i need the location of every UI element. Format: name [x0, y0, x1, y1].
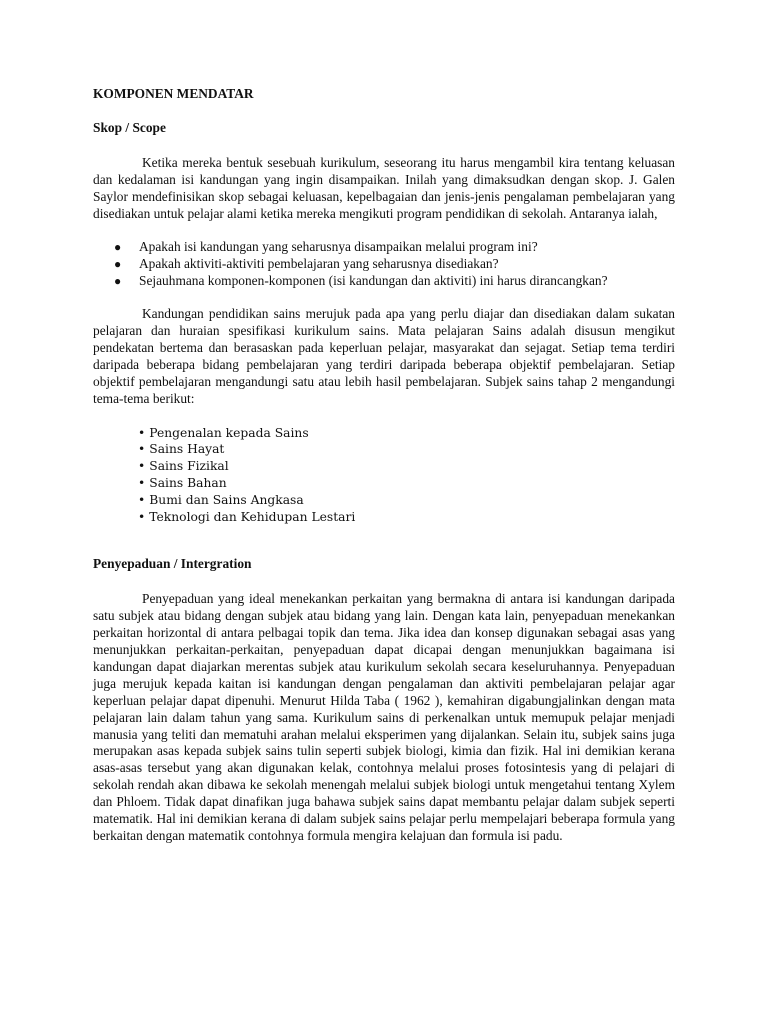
- list-item-text: Apakah aktiviti-aktiviti pembelajaran yang seharusnya disediakan?: [139, 256, 499, 272]
- scope-paragraph-2: Kandungan pendidikan sains merujuk pada apa yang perlu diajar dan disediakan dalam sukatan pelajaran dan huraian spesifikasi kurikulum sains. Mata pelajaran Sains adalah disusun mengikut pendekatan bertema dan berasaskan pada keperluan pelajar, masyarakat dan sejagat. Setiap tema terdiri daripada beberapa bidang pembelajaran yang terdiri daripada beberapa objektif pembelajaran. Setiap objektif pembelajaran mengandungi satu atau lebih hasil pembelajaran. Subjek sains tahap 2 mengandungi tema-tema berikut:: [93, 306, 675, 406]
- list-item: [138, 509, 675, 526]
- list-item: [93, 273, 675, 290]
- integration-paragraph: Penyepaduan yang ideal menekankan perkaitan yang bermakna di antara isi kandungan daripada satu subjek atau bidang dengan subjek atau bidang yang lain. Dengan kata lain, penyepaduan menekankan perkaitan horizontal di antara pelbagai topik dan tema. Jika idea dan konsep digunakan sebagai asas yang menunjukkan perkaitan-perkaitan, penyepaduan dapat dicapai dengan menunjukkan bagaimana isi kandungan dapat diajarkan merentas subjek atau kurikulum sekolah secara keseluruhannya. Penyepaduan juga merujuk kepada kaitan isi kandungan dengan pengalaman dan aktiviti pembelajaran pelajar agar keperluan pelajar dapat dipenuhi. Menurut Hilda Taba ( 1962 ), kemahiran digabungjalinkan dengan mata pelajaran lain dalam tahun yang sama. Kurikulum sains di perkenalkan untuk memupuk pelajar menjadi manusia yang teliti dan mematuhi arahan melalui eksperimen yang dijalankan. Selain itu, subjek sains juga merupakan asas kepada subjek sains tulin seperti subjek biologi, kimia dan fizik. Hal ini demikian kerana asas-asas tersebut yang akan digunakan kelak, contohnya melalui proses fotosintesis yang di pelajari di sekolah rendah akan dibawa ke sekolah menengah melalui subjek biologi untuk mengetahui tentang Xylem dan Phloem. Tidak dapat dinafikan juga bahawa subjek sains dapat membantu pelajar dalam subjek seperti matematik. Hal ini demikian kerana di dalam subjek sains pelajar perlu mempelajari beberapa formula yang berkaitan dengan matematik contohnya formula mengira kelajuan dan formula isi padu.: [93, 591, 675, 843]
- list-item-text: Pengenalan kepada Sains: [149, 425, 309, 440]
- bullet-icon: •: [138, 492, 146, 507]
- list-item: [93, 256, 675, 273]
- list-item-text: Sains Fizikal: [149, 459, 229, 474]
- section-heading-integration: Penyepaduan / Intergration: [93, 556, 252, 572]
- list-item-text: Bumi dan Sains Angkasa: [149, 492, 304, 507]
- section-heading-scope: Skop / Scope: [93, 119, 166, 135]
- list-item: [138, 441, 675, 458]
- bullet-icon: •: [138, 442, 146, 457]
- bullet-icon: ●: [114, 240, 122, 255]
- list-item: [93, 239, 675, 256]
- list-item-text: Sejauhmana komponen-komponen (isi kandungan dan aktiviti) ini harus dirancangkan?: [139, 273, 608, 289]
- list-item: [138, 425, 675, 442]
- list-item-text: Sains Bahan: [149, 475, 227, 490]
- bullet-icon: •: [138, 459, 146, 474]
- document-title: KOMPONEN MENDATAR: [93, 86, 254, 101]
- list-item-text: Sains Hayat: [149, 442, 225, 457]
- document-content: [93, 86, 675, 845]
- scope-paragraph-1: Ketika mereka bentuk sesebuah kurikulum, seseorang itu harus mengambil kira tentang keluasan dan kedalaman isi kandungan yang ingin disampaikan. Inilah yang dimaksudkan dengan skop. J. Galen Saylor mendefinisikan skop sebagai keluasan, kepelbagaian dan jenis-jenis pengalaman pembelajaran yang disediakan untuk pelajar alami ketika mereka mengikuti program pendidikan di sekolah. Antaranya ialah,: [93, 154, 675, 221]
- list-item-text: Apakah isi kandungan yang seharusnya disampaikan melalui program ini?: [139, 239, 538, 255]
- scope-bullet-list: [93, 239, 675, 290]
- list-item-text: Teknologi dan Kehidupan Lestari: [149, 509, 356, 524]
- bullet-icon: ●: [114, 257, 122, 272]
- bullet-icon: •: [138, 425, 146, 440]
- list-item: [138, 492, 675, 509]
- list-item: [138, 475, 675, 492]
- theme-list: [93, 425, 675, 526]
- bullet-icon: •: [138, 509, 146, 524]
- bullet-icon: •: [138, 475, 146, 490]
- list-item: [138, 458, 675, 475]
- bullet-icon: ●: [114, 274, 122, 289]
